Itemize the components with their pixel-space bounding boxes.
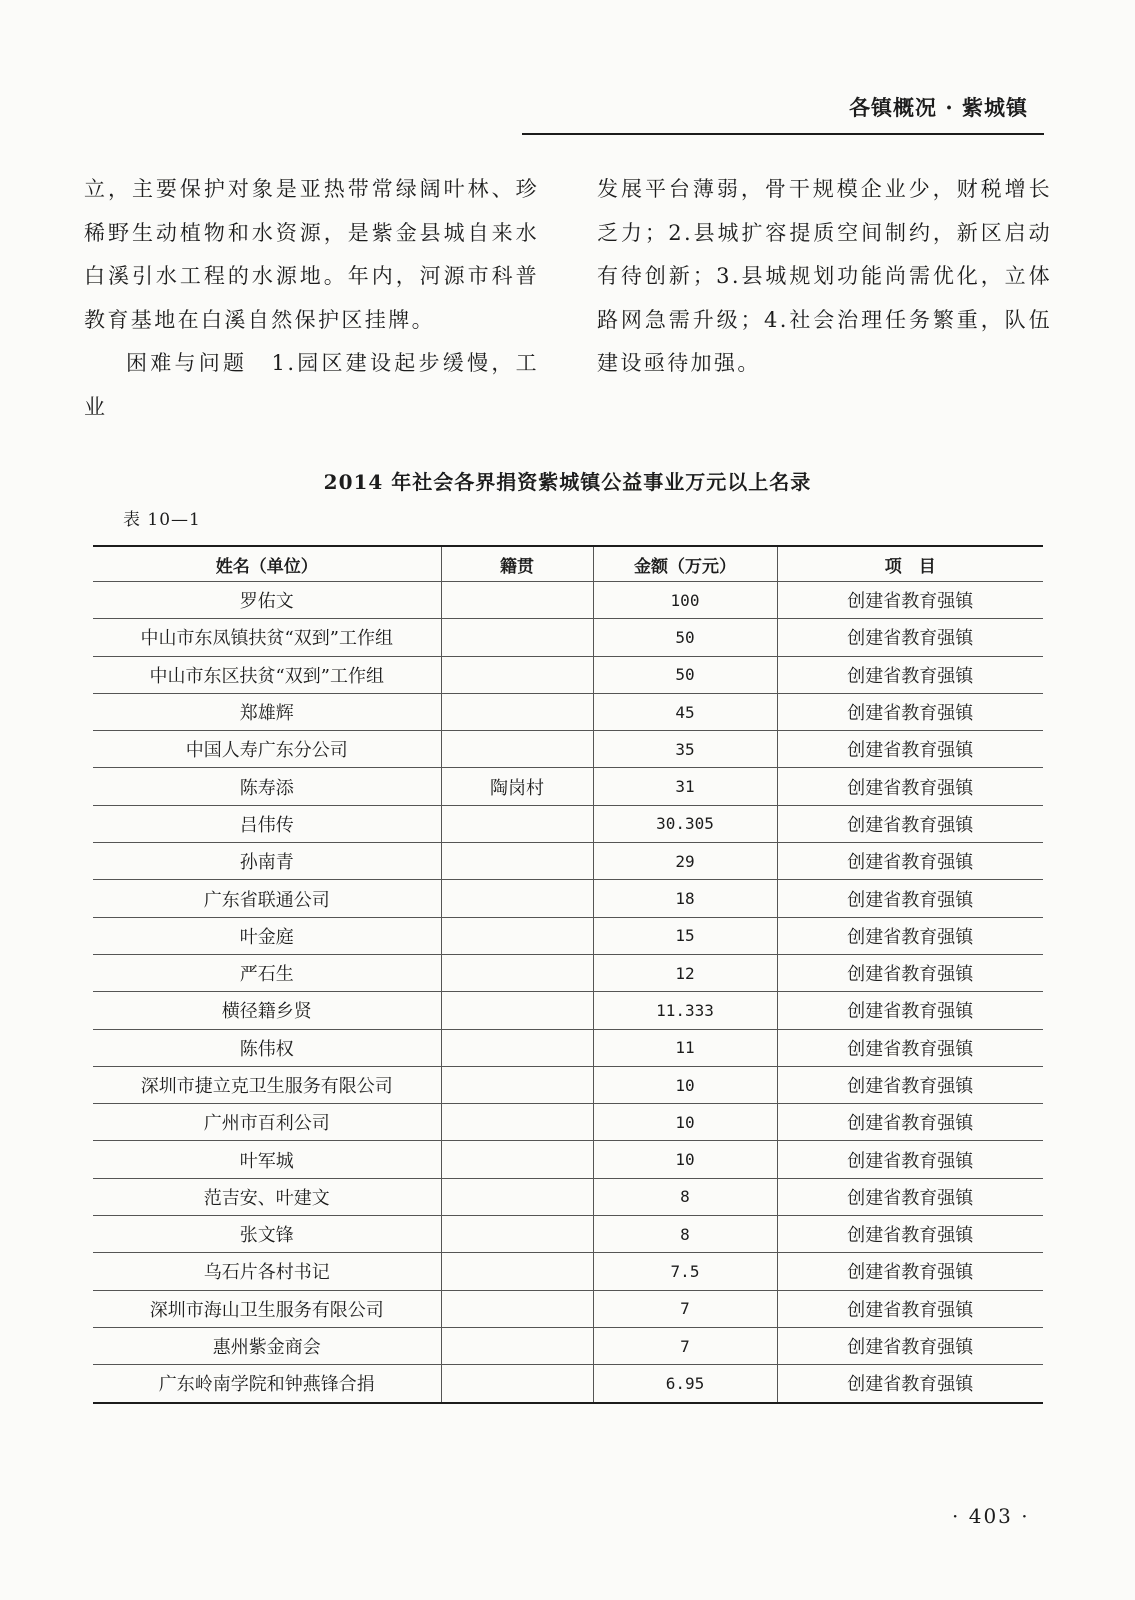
cell-name: 广东省联通公司 (93, 880, 441, 917)
cell-project: 创建省教育强镇 (777, 1141, 1043, 1178)
cell-project: 创建省教育强镇 (777, 805, 1043, 842)
cell-amount: 50 (593, 656, 777, 693)
cell-name: 罗佑文 (93, 582, 441, 619)
table-header-row (93, 546, 1043, 582)
cell-name: 广东岭南学院和钟燕锋合捐 (93, 1365, 441, 1403)
cell-name: 广州市百利公司 (93, 1104, 441, 1141)
cell-project: 创建省教育强镇 (777, 619, 1043, 656)
cell-amount: 35 (593, 731, 777, 768)
cell-origin (441, 582, 593, 619)
cell-project: 创建省教育强镇 (777, 656, 1043, 693)
cell-project: 创建省教育强镇 (777, 1216, 1043, 1253)
cell-origin (441, 619, 593, 656)
table-row (93, 805, 1043, 842)
page-number: · 403 · (952, 1504, 1030, 1528)
donor-table (93, 545, 1043, 1404)
cell-project: 创建省教育强镇 (777, 1066, 1043, 1103)
cell-project: 创建省教育强镇 (777, 731, 1043, 768)
cell-origin (441, 1104, 593, 1141)
cell-project: 创建省教育强镇 (777, 1253, 1043, 1290)
cell-origin (441, 1216, 593, 1253)
table-row (93, 843, 1043, 880)
table-row (93, 1327, 1043, 1364)
cell-origin (441, 843, 593, 880)
cell-amount: 31 (593, 768, 777, 805)
cell-amount: 15 (593, 917, 777, 954)
cell-project: 创建省教育强镇 (777, 693, 1043, 730)
text-column-right (597, 168, 1052, 386)
cell-origin (441, 1327, 593, 1364)
table-row (93, 768, 1043, 805)
table-row (93, 656, 1043, 693)
column-header-amount: 金额（万元） (593, 546, 777, 582)
cell-name: 郑雄辉 (93, 693, 441, 730)
cell-project: 创建省教育强镇 (777, 1104, 1043, 1141)
cell-project: 创建省教育强镇 (777, 1365, 1043, 1403)
table-row (93, 619, 1043, 656)
table-row (93, 731, 1043, 768)
cell-origin (441, 1290, 593, 1327)
cell-project: 创建省教育强镇 (777, 843, 1043, 880)
cell-origin (441, 1365, 593, 1403)
cell-name: 乌石片各村书记 (93, 1253, 441, 1290)
cell-name: 范吉安、叶建文 (93, 1178, 441, 1215)
cell-amount: 10 (593, 1104, 777, 1141)
cell-amount: 8 (593, 1178, 777, 1215)
cell-project: 创建省教育强镇 (777, 880, 1043, 917)
cell-project: 创建省教育强镇 (777, 1290, 1043, 1327)
cell-amount: 100 (593, 582, 777, 619)
cell-amount: 10 (593, 1141, 777, 1178)
cell-origin (441, 693, 593, 730)
cell-name: 深圳市捷立克卫生服务有限公司 (93, 1066, 441, 1103)
cell-origin (441, 656, 593, 693)
cell-project: 创建省教育强镇 (777, 768, 1043, 805)
cell-amount: 30.305 (593, 805, 777, 842)
paragraph: 困难与问题 1.园区建设起步缓慢，工业 (84, 351, 539, 419)
cell-amount: 45 (593, 693, 777, 730)
table-row (93, 954, 1043, 991)
cell-amount: 12 (593, 954, 777, 991)
cell-amount: 50 (593, 619, 777, 656)
cell-origin (441, 805, 593, 842)
cell-amount: 7.5 (593, 1253, 777, 1290)
cell-origin (441, 1029, 593, 1066)
table-row (93, 1216, 1043, 1253)
cell-name: 陈寿添 (93, 768, 441, 805)
cell-amount: 10 (593, 1066, 777, 1103)
cell-project: 创建省教育强镇 (777, 1327, 1043, 1364)
cell-project: 创建省教育强镇 (777, 917, 1043, 954)
table-body (93, 582, 1043, 1403)
cell-name: 张文锋 (93, 1216, 441, 1253)
cell-name: 横径籍乡贤 (93, 992, 441, 1029)
cell-name: 严石生 (93, 954, 441, 991)
column-header-project: 项 目 (777, 546, 1043, 582)
cell-amount: 11.333 (593, 992, 777, 1029)
cell-origin (441, 917, 593, 954)
cell-amount: 11 (593, 1029, 777, 1066)
column-header-origin: 籍贯 (441, 546, 593, 582)
table-row (93, 992, 1043, 1029)
table-row (93, 1290, 1043, 1327)
column-header-name: 姓名（单位） (93, 546, 441, 582)
table-row (93, 1178, 1043, 1215)
text-column-left (84, 168, 539, 429)
cell-name: 惠州紫金商会 (93, 1327, 441, 1364)
cell-name: 深圳市海山卫生服务有限公司 (93, 1290, 441, 1327)
table-row (93, 1365, 1043, 1403)
cell-project: 创建省教育强镇 (777, 992, 1043, 1029)
table-row (93, 1141, 1043, 1178)
cell-name: 陈伟权 (93, 1029, 441, 1066)
cell-name: 孙南青 (93, 843, 441, 880)
cell-origin (441, 1253, 593, 1290)
table-title: 2014 年社会各界捐资紫城镇公益事业万元以上名录 (323, 470, 812, 494)
table-caption: 表 10—1 (123, 510, 201, 530)
cell-name: 叶金庭 (93, 917, 441, 954)
table-row (93, 880, 1043, 917)
cell-name: 中山市东凤镇扶贫“双到”工作组 (93, 619, 441, 656)
cell-project: 创建省教育强镇 (777, 582, 1043, 619)
table-row (93, 917, 1043, 954)
cell-amount: 6.95 (593, 1365, 777, 1403)
cell-origin: 陶岗村 (441, 768, 593, 805)
table-row (93, 582, 1043, 619)
cell-project: 创建省教育强镇 (777, 1178, 1043, 1215)
table-row (93, 693, 1043, 730)
header-rule (522, 133, 1044, 135)
cell-name: 叶军城 (93, 1141, 441, 1178)
cell-project: 创建省教育强镇 (777, 1029, 1043, 1066)
running-head: 各镇概况 · 紫城镇 (849, 95, 1028, 120)
table-row (93, 1104, 1043, 1141)
table-row (93, 1029, 1043, 1066)
cell-amount: 7 (593, 1290, 777, 1327)
cell-name: 中山市东区扶贫“双到”工作组 (93, 656, 441, 693)
cell-origin (441, 731, 593, 768)
cell-name: 中国人寿广东分公司 (93, 731, 441, 768)
cell-amount: 18 (593, 880, 777, 917)
cell-origin (441, 992, 593, 1029)
table-row (93, 1066, 1043, 1103)
cell-amount: 29 (593, 843, 777, 880)
cell-amount: 8 (593, 1216, 777, 1253)
cell-origin (441, 880, 593, 917)
cell-origin (441, 1141, 593, 1178)
cell-amount: 7 (593, 1327, 777, 1364)
cell-origin (441, 1066, 593, 1103)
cell-project: 创建省教育强镇 (777, 954, 1043, 991)
table-row (93, 1253, 1043, 1290)
cell-origin (441, 954, 593, 991)
paragraph: 发展平台薄弱，骨干规模企业少，财税增长乏力；2.县城扩容提质空间制约，新区启动有待创新；3.县城规划功能尚需优化，立体路网急需升级；4.社会治理任务繁重，队伍建设亟待加强。 (597, 177, 1052, 375)
cell-origin (441, 1178, 593, 1215)
cell-name: 吕伟传 (93, 805, 441, 842)
paragraph: 立，主要保护对象是亚热带常绿阔叶林、珍稀野生动植物和水资源，是紫金县城自来水白溪引水工程的水源地。年内，河源市科普教育基地在白溪自然保护区挂牌。 (84, 177, 539, 332)
